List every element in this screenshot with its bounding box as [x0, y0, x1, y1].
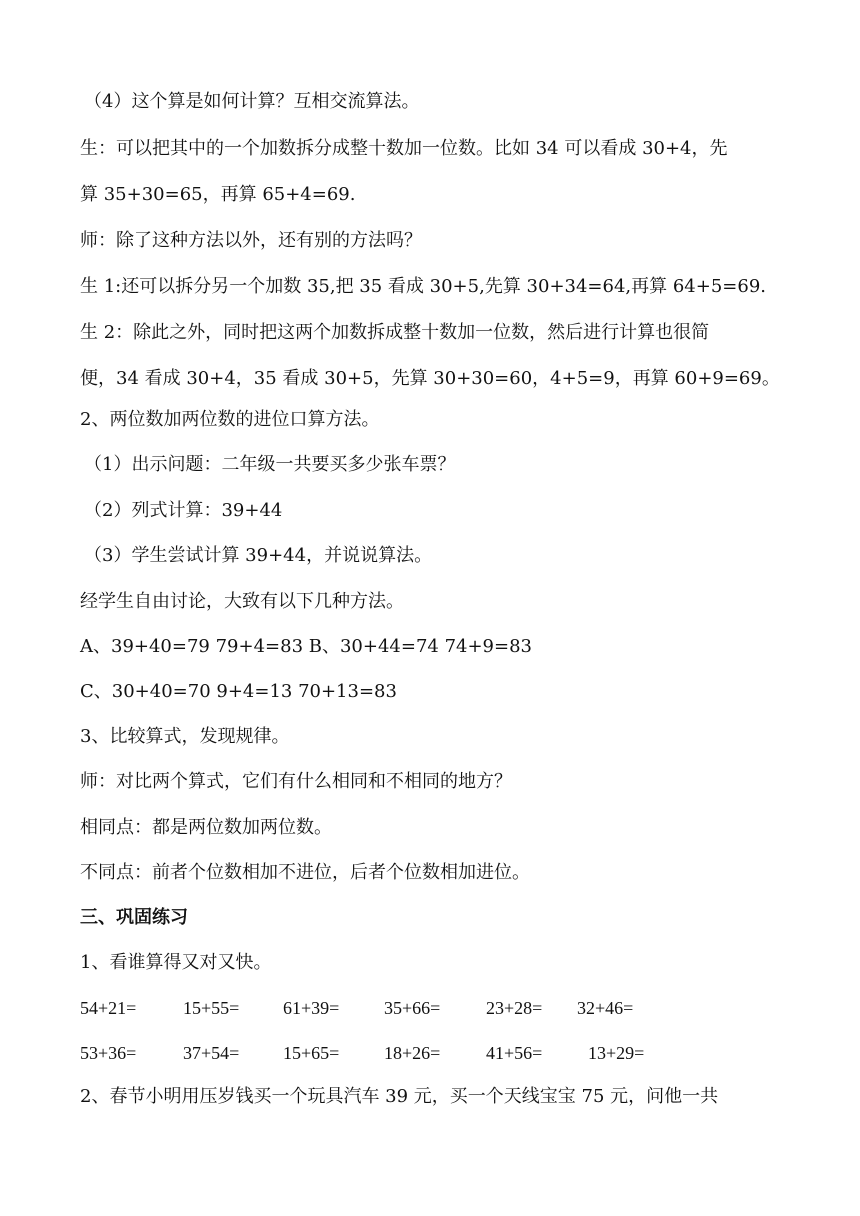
text-line: 师：除了这种方法以外，还有别的方法吗？ — [80, 230, 422, 251]
text-line: （4）这个算是如何计算？互相交流算法。 — [84, 91, 420, 112]
text-line: A、39+40=79 79+4=83 B、30+44=74 74+9=83 — [80, 636, 532, 657]
text-line: 生：可以把其中的一个加数拆分成整十数加一位数。比如 34 可以看成 30+4，先 — [80, 138, 728, 159]
exercise-item: 18+26= — [384, 1043, 441, 1063]
text-line: 便，34 看成 30+4，35 看成 30+5，先算 30+30=60，4+5=9，再算 60+9=69。 — [80, 368, 780, 389]
text-line: 算 35+30=65，再算 65+4=69. — [80, 184, 356, 205]
exercise-item: 54+21= — [80, 998, 137, 1018]
text-line: C、30+40=70 9+4=13 70+13=83 — [80, 681, 397, 702]
exercise-item: 37+54= — [183, 1043, 240, 1063]
exercise-item: 53+36= — [80, 1043, 137, 1063]
text-line: 师：对比两个算式，它们有什么相同和不相同的地方？ — [80, 771, 512, 792]
text-line: （2）列式计算：39+44 — [84, 500, 283, 521]
text-line: 生 1:还可以拆分另一个加数 35,把 35 看成 30+5,先算 30+34=64,再算 64+5=69. — [80, 276, 767, 297]
exercise-item: 15+55= — [183, 998, 240, 1018]
exercise-item: 32+46= — [577, 998, 634, 1018]
section-title: 三、巩固练习 — [80, 907, 188, 928]
text-line: 相同点：都是两位数加两位数。 — [80, 817, 332, 838]
exercise-item: 15+65= — [283, 1043, 340, 1063]
text-line: （1）出示问题：二年级一共要买多少张车票？ — [84, 454, 456, 475]
exercise-item: 23+28= — [486, 998, 543, 1018]
text-line: 2、两位数加两位数的进位口算方法。 — [80, 409, 380, 430]
exercise-item: 13+29= — [588, 1043, 645, 1063]
exercise-intro: 1、看谁算得又对又快。 — [80, 952, 272, 973]
text-line: 不同点：前者个位数相加不进位，后者个位数相加进位。 — [80, 862, 530, 883]
text-line: 3、比较算式，发现规律。 — [80, 726, 290, 747]
exercise-item: 61+39= — [283, 998, 340, 1018]
text-line: 经学生自由讨论，大致有以下几种方法。 — [80, 591, 404, 612]
text-line: （3）学生尝试计算 39+44，并说说算法。 — [84, 545, 433, 566]
text-line: 2、春节小明用压岁钱买一个玩具汽车 39 元，买一个天线宝宝 75 元，问他一共 — [80, 1086, 719, 1107]
exercise-item: 41+56= — [486, 1043, 543, 1063]
exercise-item: 35+66= — [384, 998, 441, 1018]
text-line: 生 2：除此之外，同时把这两个加数拆成整十数加一位数，然后进行计算也很简 — [80, 322, 710, 343]
